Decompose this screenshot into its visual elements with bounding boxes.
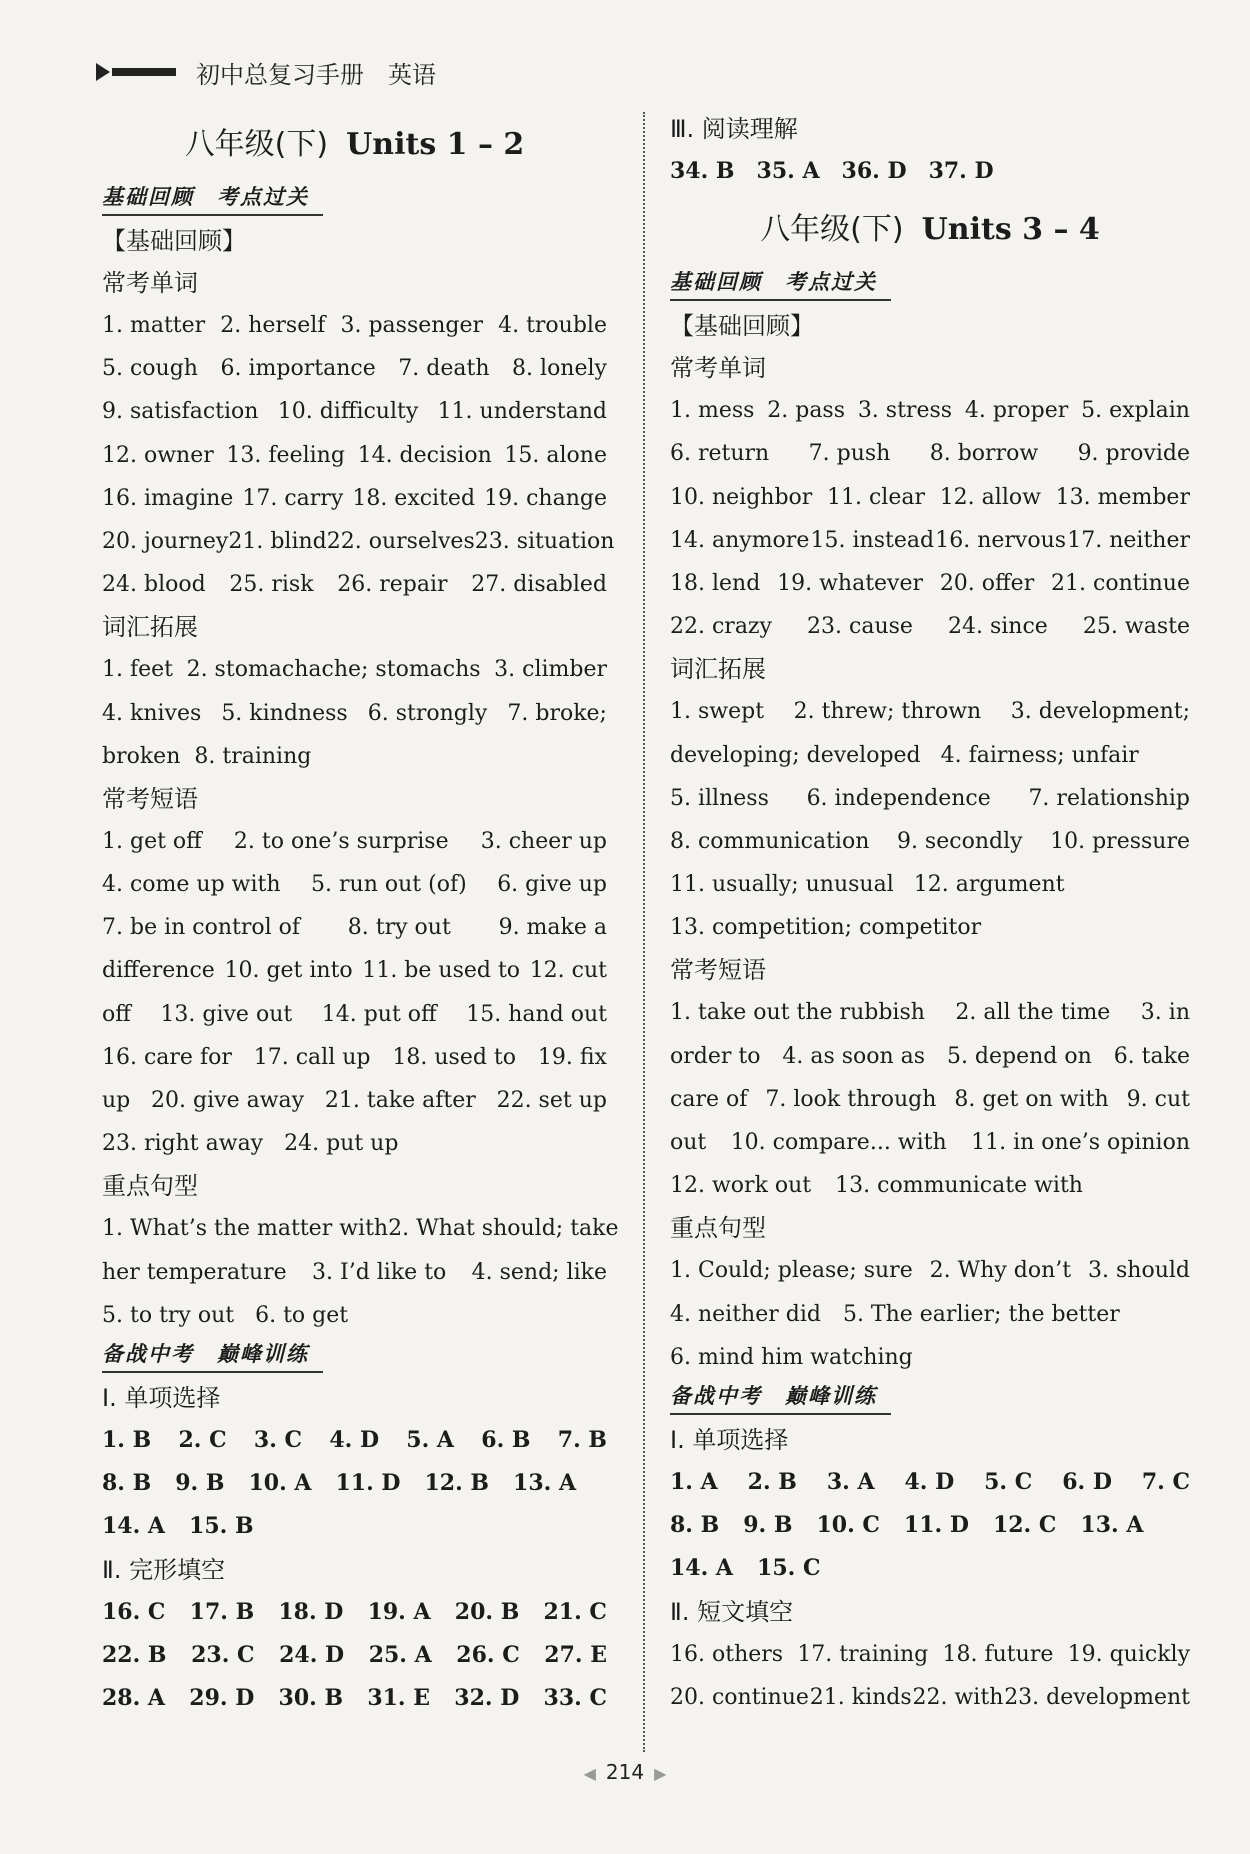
answer-item: 12. cut <box>529 958 607 984</box>
answer-item: 6. D <box>1062 1468 1112 1495</box>
list-item <box>102 993 607 1036</box>
answer-item: 8. borrow <box>929 441 1039 467</box>
answer-item: 24. since <box>948 614 1048 640</box>
answer-item: 10. C <box>816 1512 880 1539</box>
answer-item: 8. training <box>194 743 312 769</box>
answer-item: 5. kindness <box>221 700 348 726</box>
answer-item: 20. B <box>454 1598 520 1625</box>
list-item <box>102 820 607 863</box>
part-title-training: 备战中考 巅峰训练 <box>670 1379 891 1415</box>
answer-item: 4. as soon as <box>782 1043 926 1069</box>
section-words: 常考单词 <box>670 354 766 383</box>
answer-item: 6. give up <box>497 872 607 898</box>
answer-item: 8. B <box>102 1470 152 1497</box>
answer-item: 20. journey <box>102 528 229 554</box>
answer-item: 1. What’s the matter with <box>102 1216 389 1242</box>
answer-item: 2. threw; thrown <box>793 699 982 725</box>
answer-item: 5. explain <box>1081 398 1190 424</box>
answer-item: 6. importance <box>220 356 376 382</box>
answer-item: 19. change <box>484 485 607 511</box>
answer-item: 20. give away <box>151 1088 305 1113</box>
answer-item: 23. C <box>191 1641 255 1668</box>
list-item <box>670 432 1190 475</box>
section-sentences: 重点句型 <box>670 1214 766 1243</box>
answer-item: 4. trouble <box>498 313 607 338</box>
answer-item: 24. D <box>279 1641 345 1668</box>
answer-item: 19. whatever <box>777 570 924 596</box>
answer-item: 13. member <box>1055 484 1190 510</box>
list-item <box>670 476 1190 519</box>
running-header <box>96 52 436 92</box>
unit-title-3-4 <box>670 207 1190 253</box>
answer-item: 1. A <box>670 1468 718 1495</box>
list-item <box>670 991 1190 1034</box>
answer-item: 11. D <box>335 1470 401 1497</box>
answer-item: 11. understand <box>437 399 607 425</box>
answer-item: 1. matter <box>102 313 206 338</box>
answer-item: 1. get off <box>102 828 202 854</box>
list-item <box>670 734 1190 777</box>
bracket-label: 【基础回顾】 <box>670 312 814 341</box>
sentences-list <box>102 1207 619 1337</box>
list-item <box>670 1336 1190 1379</box>
answer-item: 21. blind <box>228 528 327 554</box>
answer-item: 15. instead <box>810 527 935 553</box>
list-item <box>102 304 607 347</box>
answer-item: 22. crazy <box>670 614 772 640</box>
answer-item: 31. E <box>367 1684 431 1711</box>
answer-item: 9. secondly <box>896 828 1023 854</box>
answer-item: 24. blood <box>102 572 206 598</box>
answer-item: out <box>670 1130 707 1155</box>
answer-item: 7. B <box>557 1426 607 1453</box>
list-item <box>102 1677 607 1720</box>
answer-item: 25. A <box>368 1641 432 1668</box>
phrases-list <box>102 820 607 1166</box>
answer-item: 1. take out the rubbish <box>670 1000 925 1026</box>
unit-title-1-2 <box>102 122 607 168</box>
answer-item: 3. development; <box>1010 699 1190 725</box>
answer-item: 15. alone <box>504 442 607 468</box>
list-item <box>102 692 607 735</box>
answer-item: 29. D <box>189 1684 255 1711</box>
answer-item: 6. take <box>1113 1043 1190 1069</box>
answer-item: 2. all the time <box>955 1000 1111 1026</box>
section-words: 常考单词 <box>102 269 198 297</box>
answer-item: 10. get into <box>224 958 353 984</box>
list-item <box>102 1207 619 1250</box>
list-item <box>670 1547 1190 1590</box>
answer-item: 16. care for <box>102 1044 232 1070</box>
answer-item: 4. D <box>904 1468 955 1495</box>
list-item <box>102 1419 607 1462</box>
answer-item: up <box>102 1088 131 1113</box>
answer-item: 16. nervous <box>935 527 1067 553</box>
answer-item: 23. situation <box>474 528 615 554</box>
phrases-list <box>670 991 1190 1207</box>
answer-item: 17. carry <box>242 485 344 511</box>
answer-item: 32. D <box>454 1684 520 1711</box>
answer-item: 6. return <box>670 441 770 467</box>
answer-item: 18. D <box>278 1598 344 1625</box>
list-item <box>670 1461 1190 1504</box>
list-item <box>670 1164 1190 1207</box>
vocab-list <box>102 648 607 778</box>
answer-item: 16. imagine <box>102 485 234 511</box>
section-single-choice: Ⅰ. 单项选择 <box>670 1425 789 1454</box>
list-item <box>102 520 615 563</box>
answer-item: 7. death <box>398 356 490 382</box>
reading-answers <box>670 150 1190 193</box>
answer-item: 3. C <box>253 1426 303 1453</box>
answer-item: 9. satisfaction <box>102 399 259 425</box>
answer-item: 11. usually; unusual <box>670 872 894 898</box>
section-single-choice: Ⅰ. 单项选择 <box>102 1383 221 1412</box>
list-item <box>670 1249 1190 1292</box>
answer-item: 4. proper <box>964 398 1069 424</box>
answer-item: 33. C <box>543 1684 607 1711</box>
answer-item: 20. offer <box>939 570 1035 596</box>
answer-item: 4. come up with <box>102 872 281 898</box>
left-column <box>102 108 619 1720</box>
answer-item: 25. waste <box>1082 614 1190 640</box>
answer-item: 13. feeling <box>226 442 345 468</box>
answer-item: care of <box>670 1086 748 1112</box>
bracket-label: 【基础回顾】 <box>102 227 246 255</box>
answer-item: 17. B <box>189 1598 255 1625</box>
answer-item: 13. give out <box>160 1001 293 1027</box>
answer-item: 26. C <box>456 1641 520 1668</box>
answer-item: 21. continue <box>1051 570 1190 596</box>
answer-item: 11. be used to <box>362 958 521 984</box>
answer-item: 3. in <box>1140 1000 1190 1026</box>
list-item <box>670 777 1190 820</box>
column-divider <box>643 112 645 1752</box>
arrow-icon <box>96 63 110 81</box>
answer-item: 17. training <box>797 1641 929 1667</box>
triangle-right-icon: ▶ <box>654 1764 667 1783</box>
list-item <box>102 1462 607 1505</box>
answer-item: 18. used to <box>392 1044 517 1070</box>
list-item <box>102 906 607 949</box>
list-item <box>102 1122 607 1165</box>
answer-item: 5. The earlier; the better <box>842 1301 1120 1327</box>
answer-item: 12. B <box>424 1470 490 1497</box>
answer-item: 18. future <box>942 1641 1054 1667</box>
list-item <box>102 390 607 433</box>
list-item <box>670 690 1190 733</box>
section-cloze: Ⅱ. 完形填空 <box>102 1555 226 1584</box>
part-title-review: 基础回顾 考点过关 <box>670 265 891 301</box>
answer-item: 2. pass <box>767 398 846 424</box>
answer-item: 16. others <box>670 1641 784 1667</box>
answer-item: 6. strongly <box>367 700 488 726</box>
page-number: 214 <box>605 1760 645 1784</box>
list-item <box>670 906 1190 949</box>
answer-item: 9. B <box>743 1512 793 1539</box>
answer-item: 4. knives <box>102 700 202 726</box>
cloze-answers <box>102 1591 607 1721</box>
list-item <box>102 1505 607 1548</box>
right-column <box>670 108 1190 1719</box>
list-item <box>102 1036 607 1079</box>
answer-item: broken <box>102 743 181 769</box>
answer-item: 2. herself <box>220 313 326 338</box>
answer-item: 23. cause <box>807 614 913 640</box>
list-item <box>102 1634 607 1677</box>
answer-item: 1. swept <box>670 699 765 725</box>
answer-item: 8. try out <box>347 915 451 941</box>
answer-item: 8. lonely <box>512 356 607 382</box>
list-item <box>102 347 607 390</box>
answer-item: 2. C <box>178 1426 227 1453</box>
answer-item: 1. B <box>102 1426 152 1453</box>
answer-item: 21. C <box>543 1598 607 1625</box>
list-item <box>102 1251 607 1294</box>
answer-item: 34. B <box>670 158 735 184</box>
vocab-list <box>670 690 1190 949</box>
answer-item: 35. A <box>756 158 820 184</box>
answer-item: 14. A <box>670 1555 734 1582</box>
section-phrases: 常考短语 <box>102 784 198 813</box>
sentences-list <box>670 1249 1190 1379</box>
answer-item: 3. A <box>826 1468 875 1495</box>
answer-item: 12. work out <box>670 1173 812 1199</box>
answer-item: 5. cough <box>102 356 198 382</box>
answer-item: 13. A <box>513 1470 577 1497</box>
section-sentences: 重点句型 <box>102 1172 198 1201</box>
answer-item: order to <box>670 1043 761 1069</box>
answer-item: 22. B <box>102 1641 167 1668</box>
answer-item: 9. B <box>175 1470 225 1497</box>
answer-item: 19. fix <box>537 1044 607 1070</box>
part-title-training: 备战中考 巅峰训练 <box>102 1337 323 1373</box>
answer-item: 5. run out (of) <box>311 872 467 898</box>
answer-item: 4. fairness; unfair <box>940 742 1139 768</box>
words-list <box>102 304 615 606</box>
answer-item: 10. neighbor <box>670 484 813 510</box>
answer-item: 30. B <box>278 1684 344 1711</box>
answer-item: 7. broke; <box>507 700 607 726</box>
answer-item: 7. look through <box>765 1086 937 1112</box>
answer-item: 19. A <box>367 1598 431 1625</box>
answer-item: 17. call up <box>253 1044 371 1070</box>
list-item <box>670 389 1190 432</box>
section-passage-fill: Ⅱ. 短文填空 <box>670 1597 794 1626</box>
triangle-left-icon: ◀ <box>583 1764 596 1783</box>
list-item <box>670 1121 1190 1164</box>
answer-item: 6. independence <box>806 785 991 811</box>
answer-item: 14. A <box>102 1513 166 1540</box>
answer-item: 3. stress <box>857 398 953 424</box>
answer-item: 14. decision <box>357 442 492 468</box>
answer-item: 10. compare... with <box>730 1130 947 1155</box>
list-item <box>102 648 607 691</box>
answer-item: 21. kinds <box>809 1684 912 1710</box>
answer-item: 13. A <box>1080 1512 1144 1539</box>
answer-item: 2. stomachache; stomachs <box>186 657 481 683</box>
answer-item: 5. to try out <box>102 1302 235 1328</box>
units-label: Units 1 – 2 <box>346 127 525 162</box>
list-item <box>670 1078 1190 1121</box>
list-item <box>670 1504 1190 1547</box>
units-label: Units 3 – 4 <box>921 212 1100 248</box>
answer-item: developing; developed <box>670 742 921 768</box>
answer-item: 18. lend <box>670 570 761 596</box>
words-list <box>670 389 1190 648</box>
single-choice-answers <box>102 1419 607 1549</box>
section-vocab: 词汇拓展 <box>670 655 766 684</box>
answer-item: 2. to one’s surprise <box>233 828 449 854</box>
answer-item: her temperature <box>102 1259 287 1285</box>
answer-item: 5. A <box>406 1426 454 1453</box>
answer-item: 27. disabled <box>471 572 607 598</box>
passage-fill-answers <box>670 1633 1190 1719</box>
part-title-review: 基础回顾 考点过关 <box>102 180 323 216</box>
list-item <box>670 1633 1190 1676</box>
answer-item: 3. passenger <box>340 313 484 338</box>
list-item <box>670 1035 1190 1078</box>
answer-item: 8. get on with <box>954 1086 1109 1112</box>
page-footer <box>0 1760 1250 1784</box>
list-item <box>102 949 607 992</box>
answer-item: 22. with <box>912 1684 1004 1710</box>
answer-item: 18. excited <box>352 485 476 511</box>
list-item <box>102 434 607 477</box>
answer-item: 7. C <box>1141 1468 1190 1495</box>
list-item <box>102 563 607 606</box>
answer-item: 12. C <box>992 1512 1057 1539</box>
answer-item: 6. to get <box>255 1302 349 1328</box>
list-item <box>102 1079 607 1122</box>
answer-item: 3. cheer up <box>480 828 607 854</box>
answer-item: 3. I’d like to <box>312 1259 447 1285</box>
answer-item: 20. continue <box>670 1684 809 1710</box>
answer-item: 15. C <box>757 1555 821 1582</box>
answer-item: 1. Could; please; sure <box>670 1258 913 1284</box>
list-item <box>102 1294 607 1337</box>
answer-item: 9. provide <box>1077 441 1190 467</box>
list-item <box>670 605 1190 648</box>
answer-item: 4. D <box>329 1426 380 1453</box>
answer-item: 3. climber <box>494 657 607 683</box>
answer-item: 7. push <box>808 441 891 467</box>
list-item <box>670 519 1190 562</box>
answer-item: 28. A <box>102 1684 166 1711</box>
answer-item: 22. set up <box>496 1088 607 1113</box>
answer-item: 27. E <box>544 1641 607 1668</box>
answer-item: 9. make a <box>498 915 607 941</box>
answer-item: 24. put up <box>284 1131 399 1157</box>
answer-item: 6. B <box>481 1426 531 1453</box>
answer-item: 22. ourselves <box>326 528 475 554</box>
answer-item: 2. Why don’t <box>929 1258 1072 1284</box>
answer-item: 6. mind him watching <box>670 1344 913 1370</box>
answer-item: 17. neither <box>1067 527 1190 553</box>
answer-item: 5. illness <box>670 785 769 811</box>
answer-item: 15. B <box>189 1513 254 1540</box>
book-title: 初中总复习手册 <box>196 60 364 89</box>
grade-label: 八年级(下) <box>184 127 329 162</box>
list-item <box>670 562 1190 605</box>
list-item <box>102 477 607 520</box>
header-bar <box>112 68 176 76</box>
answer-item: 10. pressure <box>1050 828 1190 854</box>
list-item <box>670 1676 1190 1719</box>
list-item <box>102 863 607 906</box>
answer-item: 12. owner <box>102 442 214 468</box>
answer-item: 25. risk <box>229 572 314 598</box>
single-choice-answers <box>670 1461 1190 1591</box>
answer-item: 19. quickly <box>1067 1641 1190 1667</box>
answer-item: 11. in one’s opinion <box>971 1130 1190 1155</box>
answer-item: 2. What should; take <box>388 1216 619 1242</box>
answer-item: 1. feet <box>102 657 174 683</box>
subject-label: 英语 <box>388 60 436 89</box>
answer-item: 12. allow <box>939 484 1041 510</box>
answer-item: 10. difficulty <box>277 399 419 425</box>
answer-item: 23. right away <box>102 1131 264 1157</box>
list-item <box>670 820 1190 863</box>
section-vocab: 词汇拓展 <box>102 613 198 642</box>
answer-item: 14. put off <box>321 1001 437 1027</box>
answer-item: 12. argument <box>913 872 1065 898</box>
answer-item: 36. D <box>841 158 907 184</box>
answer-item: 1. mess <box>670 398 755 424</box>
answer-item: 4. send; like <box>471 1259 607 1285</box>
section-phrases: 常考短语 <box>670 956 766 985</box>
answer-item: 26. repair <box>337 572 448 598</box>
answer-item: 11. D <box>903 1512 969 1539</box>
answer-item: 15. hand out <box>466 1001 607 1027</box>
answer-item: difference <box>102 958 215 984</box>
list-item <box>670 1293 1190 1336</box>
answer-item: off <box>102 1001 131 1027</box>
answer-item: 4. neither did <box>670 1301 821 1327</box>
answer-item: 7. be in control of <box>102 915 301 941</box>
answer-item: 10. A <box>248 1470 312 1497</box>
answer-item: 9. cut <box>1126 1086 1190 1112</box>
answer-item: 21. take after <box>324 1088 476 1113</box>
answer-item: 2. B <box>747 1468 797 1495</box>
answer-item: 13. competition; competitor <box>670 915 982 941</box>
answer-item: 7. relationship <box>1028 785 1190 811</box>
list-item <box>670 863 1190 906</box>
list-item <box>102 1591 607 1634</box>
answer-item: 8. communication <box>670 828 870 854</box>
answer-item: 23. development <box>1004 1684 1190 1710</box>
answer-item: 3. should <box>1088 1258 1190 1284</box>
answer-item: 11. clear <box>827 484 925 510</box>
answer-item: 5. C <box>984 1468 1033 1495</box>
answer-item: 37. D <box>928 158 994 184</box>
answer-item: 16. C <box>102 1598 166 1625</box>
grade-label: 八年级(下) <box>760 212 904 248</box>
answer-item: 5. depend on <box>946 1043 1092 1069</box>
answer-item: 14. anymore <box>670 527 810 553</box>
section-reading: Ⅲ. 阅读理解 <box>670 115 798 143</box>
answer-item: 8. B <box>670 1512 720 1539</box>
answer-item: 13. communicate with <box>835 1173 1083 1199</box>
list-item <box>102 735 607 778</box>
